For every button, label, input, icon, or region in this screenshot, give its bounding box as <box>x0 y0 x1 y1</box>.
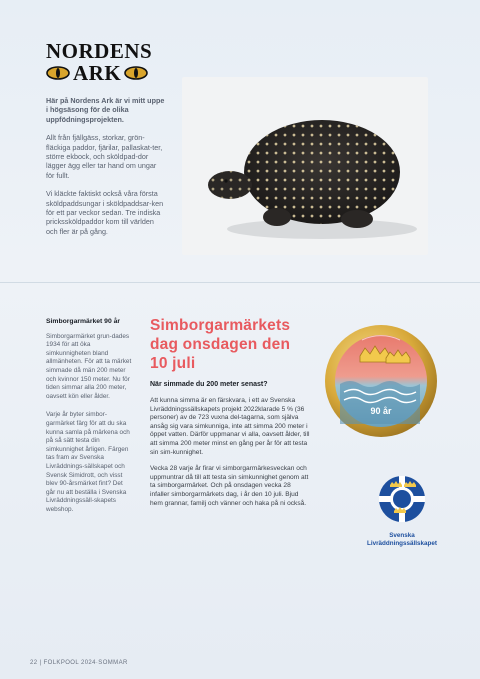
badge-image <box>322 322 440 440</box>
logo-line1: NORDENS <box>46 39 153 63</box>
intro-paragraph: Allt från fjällgäss, storkar, grön-fläckiga paddor, fjärilar, pallaskat-ter, större ekbock, och sköldpad-dor lägger ägg eller tar hand om ungar för fullt. <box>46 133 163 180</box>
simborgarmarket-badge <box>322 322 440 440</box>
page-footer: 22 | FOLKPOOL 2024·SOMMAR <box>30 660 128 666</box>
turtle-image <box>182 77 428 255</box>
main-article <box>150 316 310 516</box>
intro-text <box>46 96 166 245</box>
lifebuoy-icon <box>376 473 428 525</box>
section-divider <box>0 282 480 283</box>
badge-text: 90 år <box>370 406 392 416</box>
article-subheading: När simmade du 200 meter senast? <box>150 381 268 388</box>
logo-line2: ARK <box>73 61 122 85</box>
intro-lead: Här på Nordens Ark är vi mitt uppe i högsäsong för de olika uppfödningsprojekten. <box>46 96 165 124</box>
article-paragraph: Vecka 28 varje år firar vi simborgarmärkesveckan och uppmuntrar då till att testa sin simkunnighet genom att ta simborgarmärket. Och på onsdagen vecka 28 infaller simborgarmärkets dag, i år den 10 juli. Bjud hem grannar, familj och vänner och haka på ni också. <box>150 465 309 507</box>
svls-logo <box>362 473 442 547</box>
sidebar-paragraph: Simborgarmärket grun-dades 1934 för att öka simkunnigheten bland allmänheten. För att ta märket simmade då män 200 meter och kvinnor 150 meter. Nu för tiden simmar alla 200 meter, oavsett kön eller ålder. <box>46 332 132 400</box>
nordens-ark-logo <box>46 40 154 84</box>
sidebar-article <box>46 318 132 524</box>
eye-icon <box>124 66 148 80</box>
article-paragraph: Att kunna simma är en färskvara, i ett av Svenska Livräddningssällskapets projekt 2022klarade 5 % (36 personer) av de 723 vuxna del-tagarna, som själva ansåg sig vara simkunniga, inte att simma 200 meter i öppet vatten. Därför uppmanar vi alla, oavsett ålder, till att simma 200 meter minst en gång per år för att testa sin sim-kunnighet. <box>150 397 310 456</box>
sidebar-paragraph: Varje år byter simbor-garmärket färg för att du ska kunna samla på märkena och på så sätt testa din simkunnighet årligen. Färgen tas fram av Svenska Livräddnings-sällskapet och Svensk Simidrott, och visst blev 90-årsmärket fint? Det går nu att beställa i Svenska Livräddningssäll-skapets webshop. <box>46 411 130 513</box>
turtle-photo <box>182 77 428 255</box>
eye-icon <box>46 66 70 80</box>
svls-name: Svenska Livräddningssällskapet <box>367 532 437 547</box>
article-title: Simborgarmärkets dag onsdagen den 10 juli <box>150 317 291 372</box>
intro-paragraph: Vi kläckte faktiskt också våra första sköldpaddsungar i sköldpaddsar-ken för ett par veckor sedan. Tre indiska prickssköldpaddor kom till världen och fler är på gång. <box>46 189 164 236</box>
sidebar-title: Simborgarmärket 90 år <box>46 318 121 325</box>
